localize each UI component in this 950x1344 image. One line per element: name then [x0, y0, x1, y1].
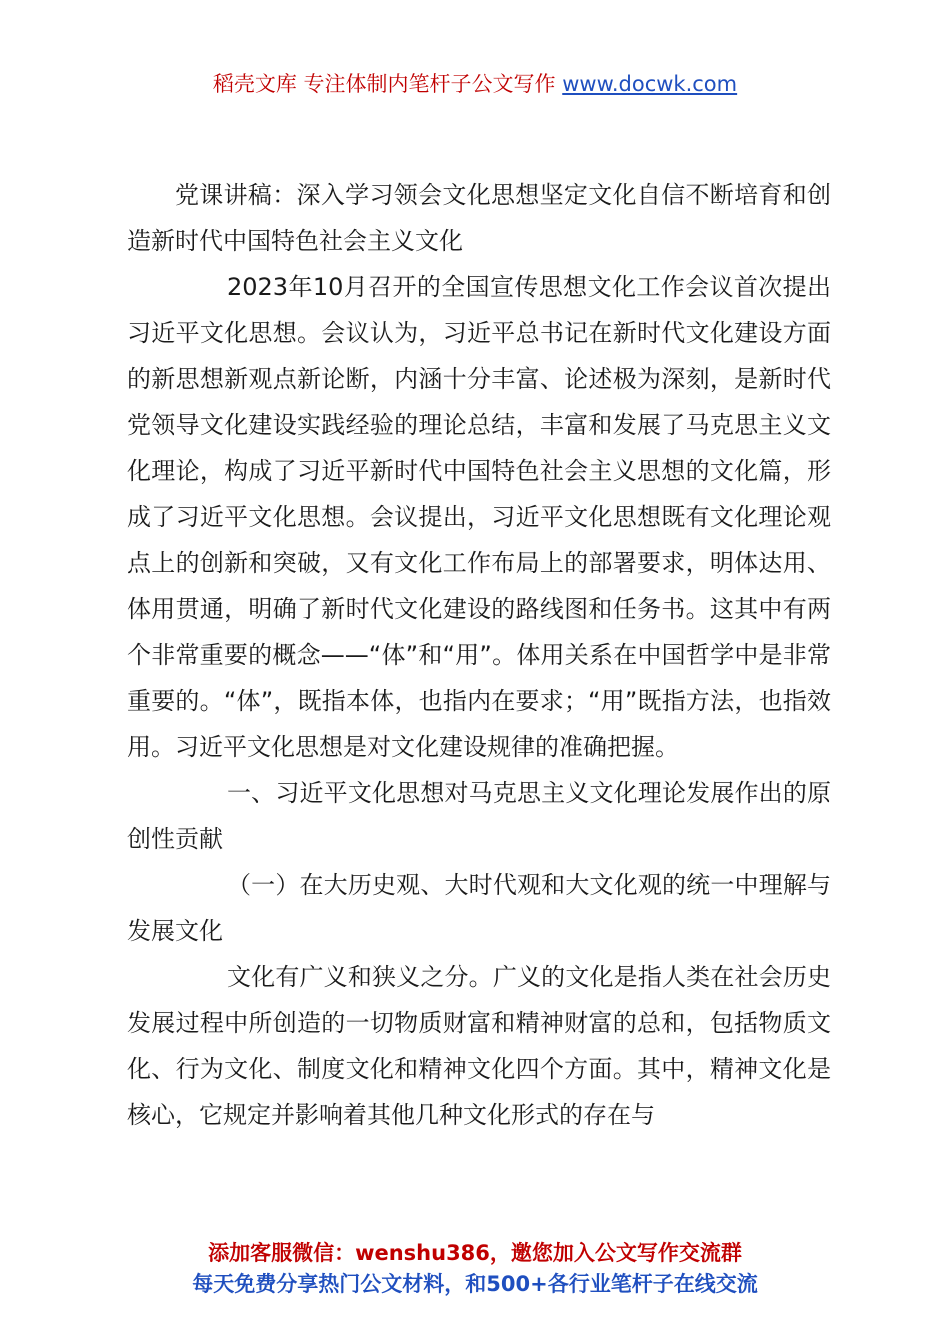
subsection-heading-1: （一）在大历史观、大时代观和大文化观的统一中理解与发展文化 [127, 871, 831, 945]
document-title: 党课讲稿：深入学习领会文化思想坚定文化自信不断培育和创造新时代中国特色社会主义文化 [127, 181, 831, 255]
footer-wechat-contact: 添加客服微信：wenshu386，邀您加入公文写作交流群 [208, 1241, 742, 1265]
page-header [0, 68, 950, 100]
document-body [127, 172, 831, 1138]
section-heading-1: 一、习近平文化思想对马克思主义文化理论发展作出的原创性贡献 [127, 779, 831, 853]
paragraph-culture-definition: 文化有广义和狭义之分。广义的文化是指人类在社会历史发展过程中所创造的一切物质财富和精神财富的总和，包括物质文化、行为文化、制度文化和精神文化四个方面。其中，精神文化是核心，它规定并影响着其他几种文化形式的存在与 [127, 963, 831, 1129]
footer-community-promo: 每天免费分享热门公文材料，和500+各行业笔杆子在线交流 [192, 1272, 758, 1296]
page-footer [0, 1238, 950, 1300]
header-brand-text: 稻壳文库 专注体制内笔杆子公文写作 [212, 72, 556, 96]
header-website-link[interactable]: www.docwk.com [562, 72, 738, 96]
paragraph-intro: 2023年10月召开的全国宣传思想文化工作会议首次提出习近平文化思想。会议认为，习近平总书记在新时代文化建设方面的新思想新观点新论断，内涵十分丰富、论述极为深刻，是新时代党领导文化建设实践经验的理论总结，丰富和发展了马克思主义文化理论，构成了习近平新时代中国特色社会主义思想的文化篇，形成了习近平文化思想。会议提出，习近平文化思想既有文化理论观点上的创新和突破，又有文化工作布局上的部署要求，明体达用、体用贯通，明确了新时代文化建设的路线图和任务书。这其中有两个非常重要的概念——“体”和“用”。体用关系在中国哲学中是非常重要的。“体”，既指本体，也指内在要求；“用”既指方法，也指效用。习近平文化思想是对文化建设规律的准确把握。 [127, 273, 831, 761]
